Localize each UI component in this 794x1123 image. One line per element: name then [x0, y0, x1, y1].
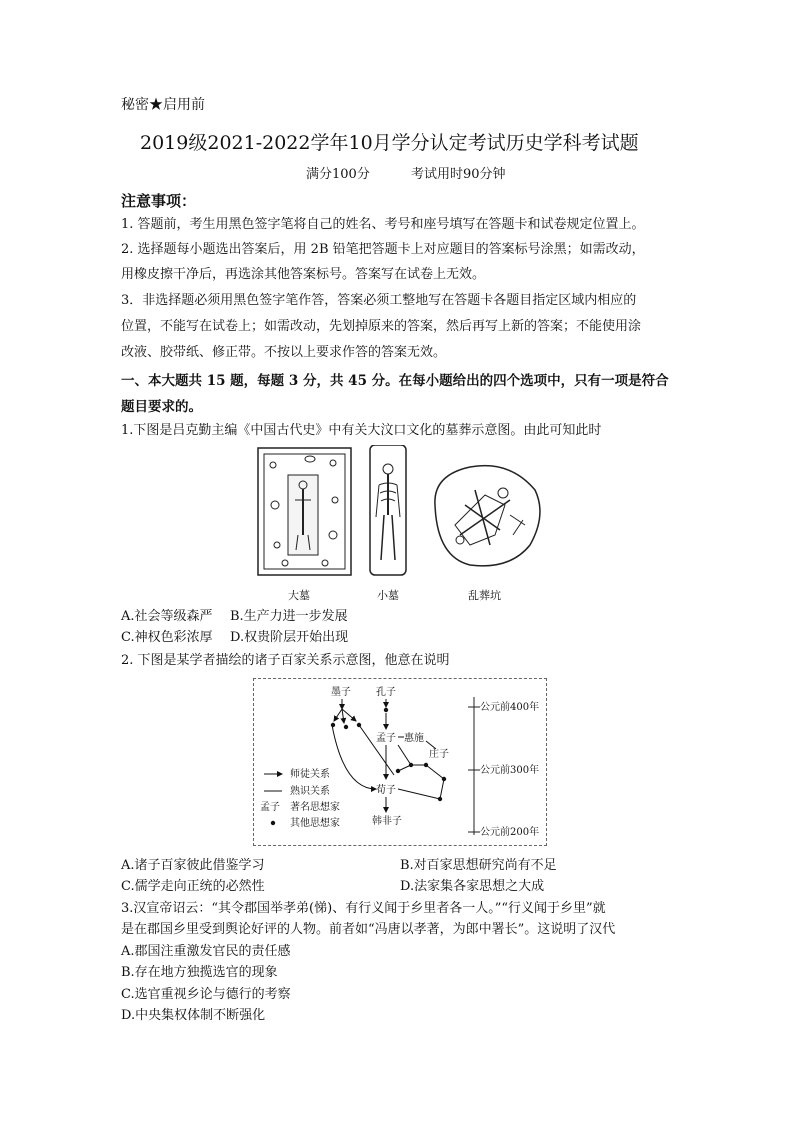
timeline-400bc: 公元前400年: [480, 702, 540, 713]
question-3-line-2: 是在郡国乡里受到舆论好评的人物。前者如“冯唐以孝著，为郎中署长”。这说明了汉代: [121, 922, 616, 937]
node-kongzi: 孔子: [376, 687, 396, 698]
burial-figure: [255, 445, 545, 605]
node-mengzi: 孟子: [376, 733, 396, 744]
q3-option-b: B.存在地方独揽选官的现象: [121, 965, 278, 980]
legend-famous: 著名思想家: [290, 802, 340, 813]
legend-acquaint: 熟识关系: [290, 786, 330, 797]
q2-option-d: D.法家集各家思想之大成: [400, 879, 545, 894]
q3-option-c: C.选官重视乡论与德行的考察: [121, 987, 291, 1002]
legend-master: 师徒关系: [290, 769, 330, 780]
timeline-300bc: 公元前300年: [480, 765, 540, 776]
score-info: 满分100分: [306, 167, 370, 182]
page-title: 2019级2021-2022学年10月学分认定考试历史学科考试题: [140, 132, 639, 154]
notes-heading: 注意事项：: [121, 192, 197, 210]
q3-option-a: A.郡国注重激发官民的责任感: [121, 944, 291, 959]
note-3-line-2: 位置，不能写在试卷上；如需改动，先划掉原来的答案，然后再写上新的答案；不能使用涂: [121, 319, 642, 334]
q2-option-b: B.对百家思想研究尚有不足: [400, 858, 557, 873]
section-heading-line-2: 题目要求的。: [121, 399, 202, 415]
thinkers-diagram: [253, 678, 547, 846]
question-2-stem: 2. 下图是某学者描绘的诸子百家关系示意图，他意在说明: [121, 653, 450, 668]
note-2-line-1: 2. 选择题每小题选出答案后，用 2B 铅笔把答题卡上对应题目的答案标号涂黑；如需改动，: [121, 242, 645, 257]
question-1-stem: 1.下图是吕克勤主编《中国古代史》中有关大汶口文化的墓葬示意图。由此可知此时: [121, 423, 602, 438]
q1-option-a: A.社会等级森严: [121, 609, 213, 624]
node-zhuangzi: 庄子: [429, 749, 449, 760]
mass-pit-drawing: [435, 466, 540, 566]
note-1: 1. 答题前，考生用黑色签字笔将自己的姓名、考号和座号填写在答题卡和试卷规定位置上。: [121, 217, 645, 232]
legend-other: 其他思想家: [290, 818, 340, 829]
caption-mass-pit: 乱葬坑: [468, 589, 501, 602]
node-xunzi: 荀子: [376, 785, 396, 796]
time-info: 考试用时90分钟: [411, 167, 506, 182]
legend-famous-name: 孟子: [260, 802, 280, 813]
confidential-mark: 秘密★启用前: [121, 97, 205, 113]
caption-small-tomb: 小墓: [377, 589, 399, 602]
note-3-line-1: 3．非选择题必须用黑色签字笔作答，答案必须工整地写在答题卡各题目指定区域内相应的: [121, 293, 637, 308]
timeline-200bc: 公元前200年: [480, 827, 540, 838]
section-heading-line-1: 一、本大题共 15 题，每题 3 分，共 45 分。在每小题给出的四个选项中，只有一项是符合: [121, 373, 669, 389]
q2-option-a: A.诸子百家彼此借鉴学习: [121, 858, 265, 873]
thinkers-diagram-svg: [254, 679, 548, 847]
node-huishi: 惠施: [404, 733, 424, 744]
q2-option-c: C.儒学走向正统的必然性: [121, 879, 265, 894]
note-2-line-2: 用橡皮擦干净后，再选涂其他答案标号。答案写在试卷上无效。: [121, 267, 486, 282]
q3-option-d: D.中央集权体制不断强化: [121, 1008, 266, 1023]
q1-option-d: D.权贵阶层开始出现: [230, 630, 349, 645]
note-3-line-3: 改液、胶带纸、修正带。不按以上要求作答的答案无效。: [121, 345, 447, 360]
q1-option-b: B.生产力进一步发展: [230, 609, 348, 624]
question-3-line-1: 3.汉宣帝诏云：“其令郡国举孝弟(悌)、有行义闻于乡里者各一人。”“行义闻于乡里”就: [121, 901, 606, 916]
small-tomb-drawing: [370, 445, 406, 575]
node-mozi: 墨子: [331, 687, 351, 698]
caption-large-tomb: 大墓: [288, 589, 310, 602]
large-tomb-drawing: [258, 448, 351, 575]
node-hanfeizi: 韩非子: [372, 816, 402, 827]
burial-illustration: [255, 445, 545, 605]
q1-option-c: C.神权色彩浓厚: [121, 630, 213, 645]
